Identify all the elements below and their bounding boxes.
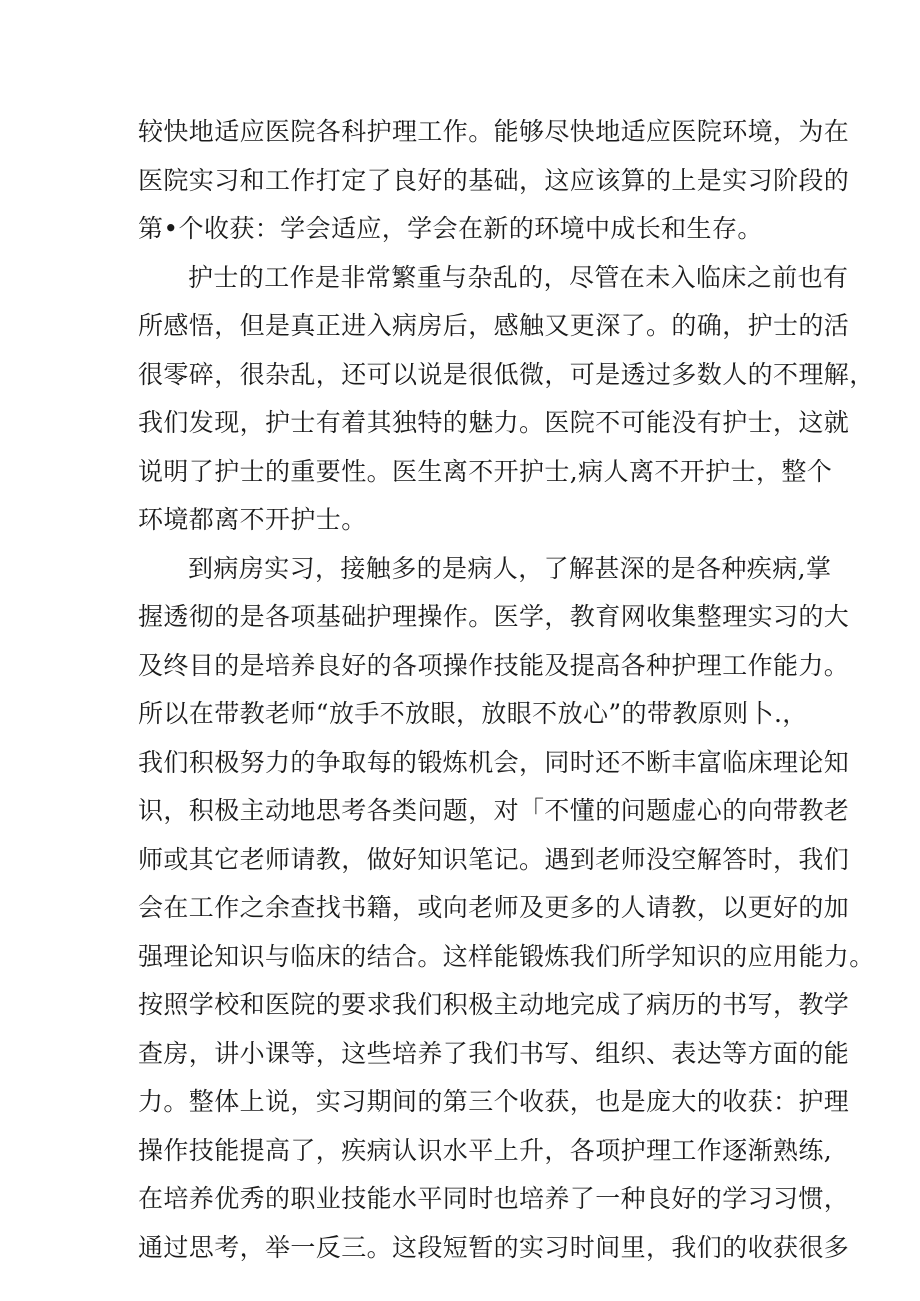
text-line: 说明了护士的重要性。医生离不开护士,病人离不开护士，整个 <box>138 456 833 486</box>
text-line: 环境都离不开护士。 <box>138 505 367 534</box>
text-line: 到病房实习，接触多的是病人，了解甚深的是各种疾病,掌 <box>188 553 832 583</box>
paragraph-3 <box>138 545 875 1273</box>
text-line: 强理论知识与临床的结合。这样能锻炼我们所学知识的应用能力。 <box>138 941 875 971</box>
text-line: 按照学校和医院的要求我们积极主动地完成了病历的书写，教学 <box>138 990 850 1019</box>
text-line: 及终目的是培养良好的各项操作技能及提高各种护理工作能力。 <box>138 650 850 680</box>
text-line: 所感悟，但是真正进入病房后，感触又更深了。的确，护士的活 <box>138 311 850 340</box>
text-line: 较快地适应医院各科护理工作。能够尽快地适应医院环境，为在 <box>138 117 850 146</box>
text-line: 很零碎，很杂乱，还可以说是很低微，可是透过多数人的不理解， <box>138 359 875 389</box>
text-line: 我们发现，护士有着其独特的魅力。医院不可能没有护士，这就 <box>138 408 850 437</box>
text-line: 操作技能提高了，疾病认识水平上升，各项护理工作逐渐熟练, <box>138 1135 833 1165</box>
text-line: 会在工作之余查找书籍，或向老师及更多的人请教，以更好的加 <box>138 893 850 922</box>
body-text <box>138 108 875 1272</box>
text-line: 医院实习和工作打定了良好的基础，这应该算的上是实习阶段的 <box>138 165 850 195</box>
text-line: 护士的工作是非常繁重与杂乱的，尽管在未入临床之前也有 <box>188 262 849 292</box>
text-line: 第•个收获：学会适应，学会在新的环境中成长和生存。 <box>138 214 763 243</box>
text-line: 握透彻的是各项基础护理操作。医学，教育网收集整理实习的大 <box>138 602 850 631</box>
text-line: 师或其它老师请教，做好知识笔记。遇到老师没空解答时，我们 <box>138 844 850 874</box>
text-line: 在培养优秀的职业技能水平同时也培养了一种良好的学习习惯， <box>138 1184 850 1213</box>
text-line: 所以在带教老师“放手不放眼，放眼不放心”的带教原则卜.， <box>138 699 808 728</box>
paragraph-1 <box>138 108 850 254</box>
text-line: 力。整体上说，实习期间的第三个收获，也是庞大的收获：护理 <box>138 1087 850 1116</box>
text-line: 识，积极主动地思考各类问题，对「不懂的问题虚心的向带教老 <box>138 796 850 825</box>
text-line: 查房，讲小课等，这些培养了我们书写、组织、表达等方面的能 <box>138 1038 850 1068</box>
paragraph-2 <box>138 254 875 545</box>
text-line: 我们积极努力的争取每的锻炼机会，同时还不断丰富临床理论知 <box>138 747 850 777</box>
text-line: 通过思考，举一反三。这段短暂的实习时间里，我们的收获很多 <box>138 1232 850 1262</box>
